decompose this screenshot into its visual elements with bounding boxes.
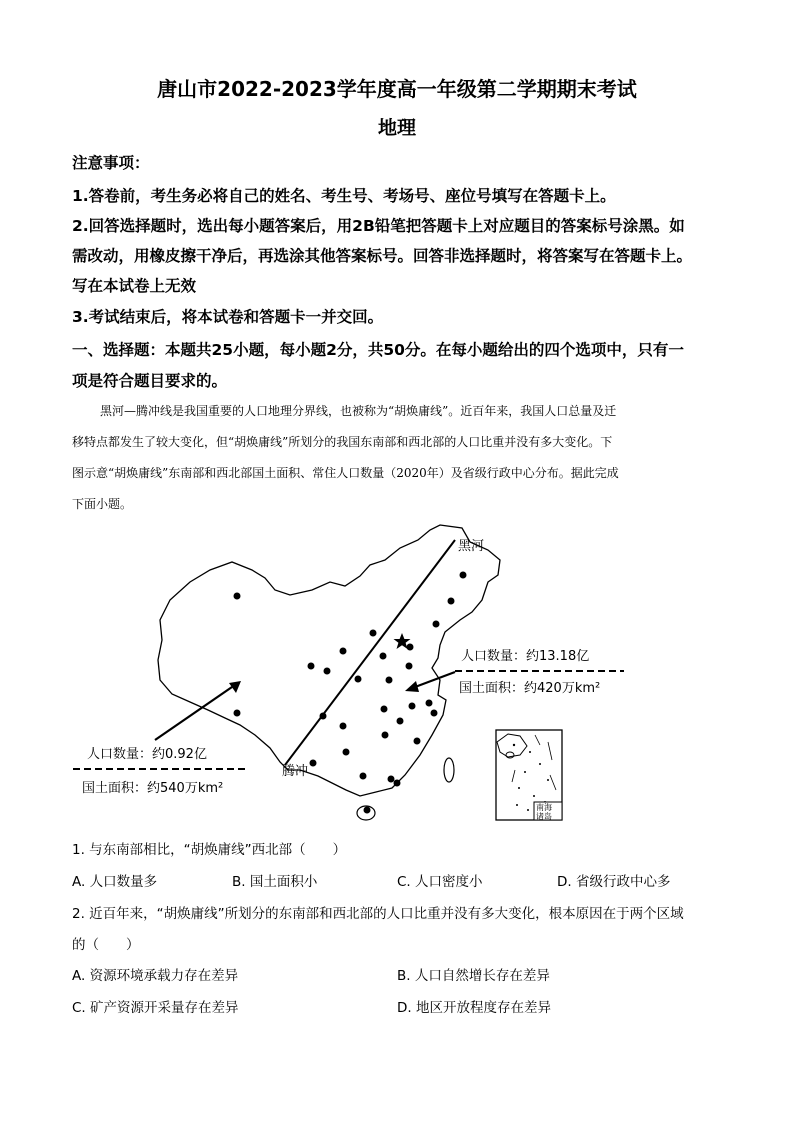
china-outline	[158, 525, 500, 796]
label-heihe: 黑河	[458, 539, 485, 554]
passage-line-2: 移特点都发生了较大变化，但“胡焕庸线”所划分的我国东南部和西北部的人口比重并没有多大变化。下	[72, 435, 613, 449]
capital-dot	[355, 676, 362, 683]
q2-option-d[interactable]: D. 地区开放程度存在差异	[397, 1000, 551, 1016]
capital-dot	[433, 621, 440, 628]
capital-dot	[234, 593, 241, 600]
capital-dot	[343, 749, 350, 756]
section-heading-line-2: 项是符合题目要求的。	[72, 372, 228, 390]
notes-heading: 注意事项：	[72, 154, 150, 172]
q1-option-a[interactable]: A. 人口数量多	[72, 874, 158, 890]
south-china-sea-inset	[496, 730, 562, 821]
capital-dot	[448, 598, 455, 605]
capital-dot	[409, 703, 416, 710]
q1-option-c[interactable]: C. 人口密度小	[397, 874, 483, 890]
capital-dot	[364, 807, 371, 814]
capital-dot	[360, 773, 367, 780]
notes-line-2: 2.回答选择题时，选出每小题答案后，用2B铅笔把答题卡上对应题目的答案标号涂黑。如	[72, 217, 685, 235]
notes-line-3: 需改动，用橡皮擦干净后，再选涂其他答案标号。回答非选择题时，将答案写在答题卡上。	[72, 247, 693, 265]
hu-line-map	[0, 520, 794, 850]
capital-dot	[426, 700, 433, 707]
capital-dot	[382, 732, 389, 739]
question-2-stem-line-2: 的（ ）	[72, 937, 140, 953]
exam-subject: 地理	[377, 117, 416, 139]
passage-line-4: 下面小题。	[72, 497, 133, 511]
taiwan-island	[444, 758, 454, 782]
capital-dot	[460, 572, 467, 579]
capital-dot	[386, 677, 393, 684]
passage-line-1: 黑河—腾冲线是我国重要的人口地理分界线，也被称为“胡焕庸线”。近百年来，我国人口总量及迁	[100, 404, 617, 418]
capital-dot	[234, 710, 241, 717]
nw-population-label: 人口数量：约0.92亿	[87, 747, 207, 762]
passage-line-3: 图示意“胡焕庸线”东南部和西北部国土面积、常住人口数量（2020年）及省级行政中心分布。据此完成	[72, 466, 619, 480]
capital-dot	[414, 738, 421, 745]
capital-dot	[431, 710, 438, 717]
question-2-stem-line-1: 2. 近百年来，“胡焕庸线”所划分的东南部和西北部的人口比重并没有多大变化，根本原因在于两个区域	[72, 906, 684, 922]
capital-dot	[381, 706, 388, 713]
exam-title: 唐山市2022-2023学年度高一年级第二学期期末考试	[157, 77, 637, 101]
notes-line-1: 1.答卷前，考生务必将自己的姓名、考生号、考场号、座位号填写在答题卡上。	[72, 187, 616, 205]
capital-dot	[340, 648, 347, 655]
capital-dot	[370, 630, 377, 637]
capital-dot	[324, 668, 331, 675]
q2-option-a[interactable]: A. 资源环境承载力存在差异	[72, 968, 239, 984]
section-heading-line-1: 一、选择题：本题共25小题，每小题2分，共50分。在每小题给出的四个选项中，只有一	[72, 341, 684, 359]
capital-dot	[394, 780, 401, 787]
q1-option-b[interactable]: B. 国土面积小	[232, 874, 318, 890]
capital-dot	[308, 663, 315, 670]
capital-dot	[320, 713, 327, 720]
inset-label-south-sea: 南海	[536, 803, 552, 812]
q1-option-d[interactable]: D. 省级行政中心多	[557, 874, 671, 890]
notes-line-5: 3.考试结束后，将本试卷和答题卡一并交回。	[72, 308, 384, 326]
capital-dot	[388, 776, 395, 783]
se-area-label: 国土面积：约420万km²	[459, 681, 601, 696]
capital-dot	[397, 718, 404, 725]
capital-dot	[380, 653, 387, 660]
q2-option-b[interactable]: B. 人口自然增长存在差异	[397, 968, 550, 984]
notes-line-4: 写在本试卷上无效	[72, 277, 197, 295]
capital-dot	[340, 723, 347, 730]
label-tengchong: 腾冲	[282, 764, 309, 779]
capital-dot	[310, 760, 317, 767]
question-1-stem: 1. 与东南部相比，“胡焕庸线”西北部（ ）	[72, 842, 347, 858]
capital-dot	[407, 644, 414, 651]
capital-dot	[406, 663, 413, 670]
inset-label-islands: 诸岛	[536, 812, 552, 821]
q2-option-c[interactable]: C. 矿产资源开采量存在差异	[72, 1000, 239, 1016]
se-population-label: 人口数量：约13.18亿	[461, 649, 590, 664]
nw-area-label: 国土面积：约540万km²	[82, 781, 224, 796]
